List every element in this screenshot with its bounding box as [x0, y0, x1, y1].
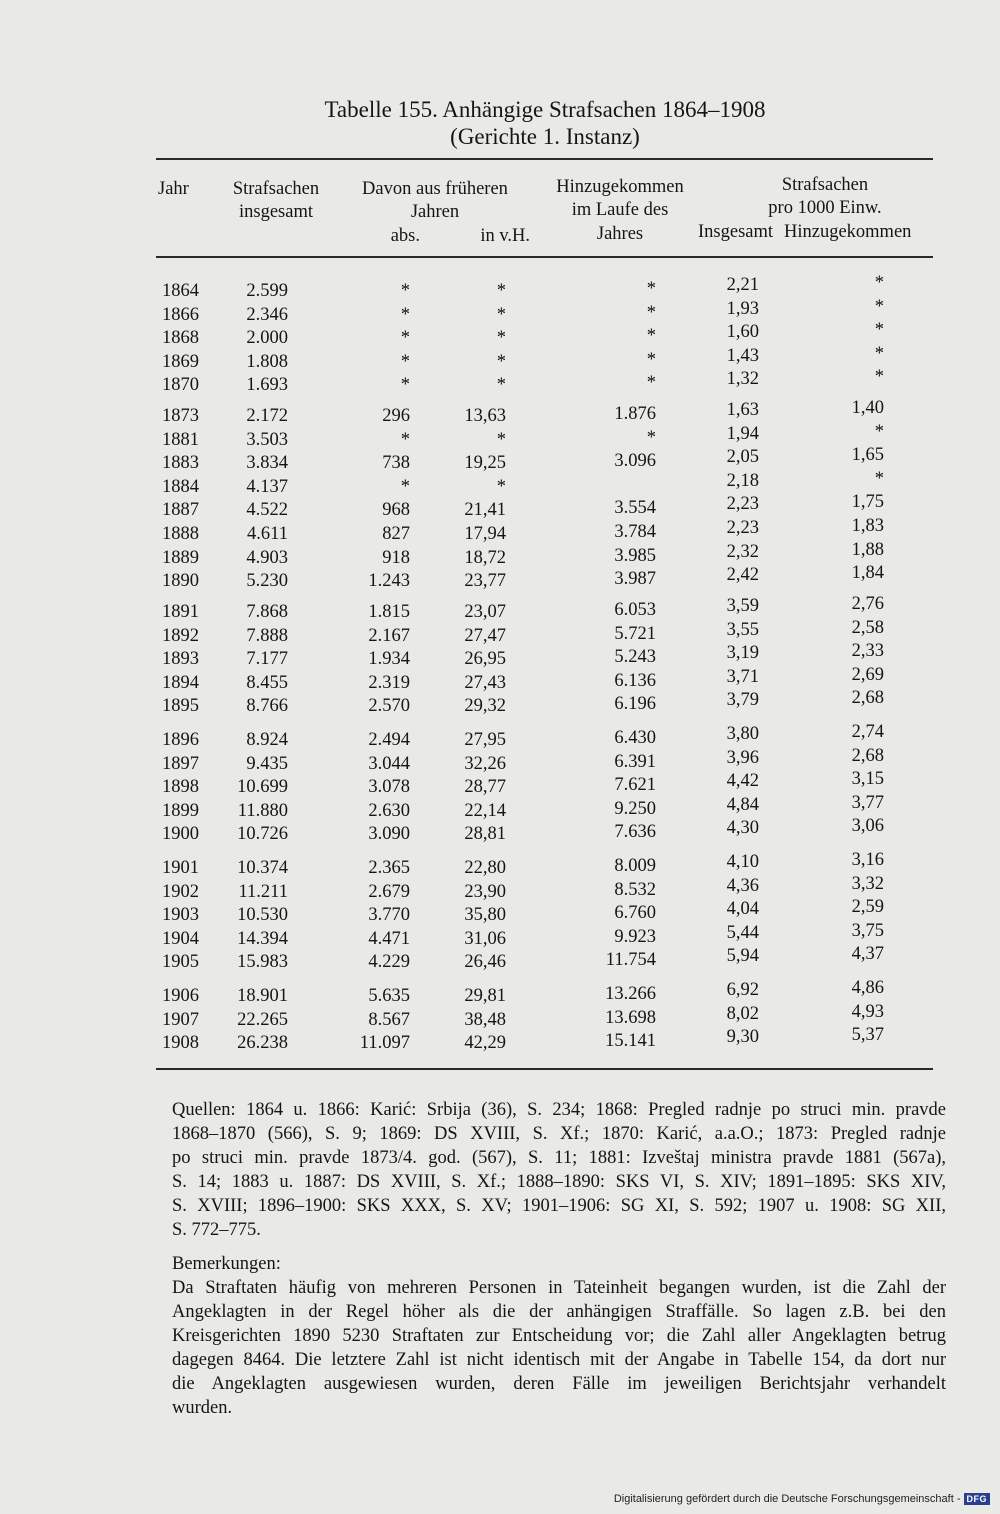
remarks-line: dagegen 8464. Die letztere Zahl ist nicht identisch mit der Angabe in Tabelle 154, da dort nur [172, 1350, 946, 1370]
cell-in-vh: 19,25 [464, 453, 506, 474]
cell-jahr: 1897 [162, 753, 199, 774]
header-pro-line1: Strafsachen [781, 175, 869, 195]
cell-strafsachen: 10.726 [237, 824, 288, 845]
cell-strafsachen: 10.699 [237, 777, 288, 798]
cell-in-vh: 35,80 [464, 905, 506, 926]
cell-hinzugekommen: 3.784 [614, 522, 656, 542]
cell-abs: * [400, 375, 410, 396]
cell-hinzugekommen: 5.243 [614, 647, 656, 668]
cell-strafsachen: 22.265 [237, 1009, 288, 1030]
cell-pro-hinzugekommen: * [874, 367, 884, 388]
cell-pro-insgesamt: 1,94 [726, 423, 759, 444]
cell-jahr: 1907 [162, 1009, 199, 1030]
cell-in-vh: * [496, 328, 506, 349]
cell-jahr: 1904 [162, 928, 199, 949]
cell-hinzugekommen: 9.250 [614, 798, 656, 819]
cell-hinzugekommen: 6.391 [614, 751, 656, 772]
cell-abs: 4.229 [368, 952, 410, 973]
cell-in-vh: * [496, 476, 506, 497]
cell-pro-hinzugekommen: * [874, 296, 884, 317]
cell-strafsachen: 8.455 [246, 672, 288, 693]
header-jahr: Jahr [158, 179, 189, 199]
cell-in-vh: 21,41 [464, 500, 506, 521]
cell-in-vh: 38,48 [464, 1009, 506, 1030]
cell-hinzugekommen: 15.141 [605, 1031, 656, 1052]
cell-pro-insgesamt: 1,63 [726, 400, 759, 420]
cell-hinzugekommen: 13.266 [605, 984, 656, 1004]
header-davon-line2: Jahren [410, 202, 460, 222]
cell-pro-hinzugekommen: 3,75 [851, 920, 884, 941]
cell-hinzugekommen: * [646, 279, 656, 299]
cell-strafsachen: 7.177 [246, 649, 288, 670]
cell-in-vh: 22,14 [464, 800, 506, 821]
cell-abs: * [400, 328, 410, 349]
cell-in-vh: 29,81 [464, 986, 506, 1006]
cell-abs: 296 [382, 406, 410, 426]
cell-jahr: 1883 [162, 453, 199, 474]
cell-pro-hinzugekommen: 3,06 [851, 816, 884, 837]
header-hinzu-line2: im Laufe des [571, 200, 669, 220]
cell-pro-insgesamt: 2,32 [726, 541, 759, 562]
cell-strafsachen: 5.230 [246, 571, 288, 592]
cell-pro-insgesamt: 2,18 [726, 470, 759, 491]
cell-jahr: 1899 [162, 800, 199, 821]
cell-strafsachen: 8.766 [246, 696, 288, 717]
cell-in-vh: 22,80 [464, 858, 506, 878]
cell-strafsachen: 26.238 [237, 1033, 288, 1054]
cell-pro-hinzugekommen: 4,86 [851, 978, 884, 998]
cell-pro-hinzugekommen: 3,16 [851, 850, 884, 870]
cell-strafsachen: 2.000 [246, 328, 288, 349]
cell-pro-hinzugekommen: * [874, 273, 884, 293]
cell-strafsachen: 4.903 [246, 547, 288, 568]
cell-hinzugekommen: 9.923 [614, 926, 656, 947]
cell-pro-insgesamt: 3,96 [726, 747, 759, 768]
remarks-heading: Bemerkungen: [172, 1254, 281, 1274]
cell-pro-insgesamt: 3,19 [726, 643, 759, 664]
cell-pro-hinzugekommen: 2,33 [851, 641, 884, 662]
cell-strafsachen: 9.435 [246, 753, 288, 774]
cell-pro-hinzugekommen: * [874, 468, 884, 489]
cell-jahr: 1892 [162, 625, 199, 646]
cell-pro-hinzugekommen: 2,68 [851, 745, 884, 766]
cell-strafsachen: 4.137 [246, 476, 288, 497]
cell-jahr: 1868 [162, 328, 199, 349]
header-hinzugekommen: Hinzugekommen [784, 222, 912, 242]
cell-pro-insgesamt: 4,36 [726, 875, 759, 896]
remarks-line: Angeklagten in der Regel höher als die der anhängigen Straffälle. So lagen z.B. bei den [172, 1302, 946, 1322]
cell-abs: 2.167 [368, 625, 410, 646]
cell-pro-hinzugekommen: 1,88 [851, 539, 884, 560]
cell-strafsachen: 15.983 [237, 952, 288, 973]
cell-abs: 827 [382, 524, 410, 544]
cell-pro-hinzugekommen: 2,76 [851, 594, 884, 614]
cell-pro-insgesamt: 5,44 [726, 922, 759, 943]
cell-hinzugekommen: * [646, 427, 656, 448]
cell-hinzugekommen: 3.987 [614, 569, 656, 590]
footer-text: Digitalisierung gefördert durch die Deutsche Forschungsgemeinschaft - [613, 1493, 961, 1505]
cell-in-vh: 23,90 [464, 881, 506, 902]
cell-pro-insgesamt: 1,93 [726, 298, 759, 319]
cell-in-vh: 13,63 [464, 406, 506, 426]
cell-pro-hinzugekommen: * [874, 343, 884, 364]
cell-in-vh: 32,26 [464, 753, 506, 774]
cell-abs: * [400, 281, 410, 301]
cell-abs: 738 [382, 453, 410, 474]
cell-pro-hinzugekommen: 2,58 [851, 617, 884, 638]
cell-pro-hinzugekommen: 2,69 [851, 664, 884, 685]
digitization-footer [614, 1493, 990, 1505]
cell-jahr: 1894 [162, 672, 199, 693]
header-insgesamt: Insgesamt [698, 222, 774, 242]
cell-pro-hinzugekommen: 2,59 [851, 897, 884, 918]
cell-pro-insgesamt: 5,94 [726, 946, 759, 967]
cell-pro-hinzugekommen: * [874, 421, 884, 442]
header-pro-line2: pro 1000 Einw. [768, 198, 882, 218]
cell-abs: 2.365 [368, 858, 410, 878]
cell-strafsachen: 11.880 [237, 800, 288, 821]
cell-pro-insgesamt: 2,05 [726, 447, 759, 468]
cell-pro-insgesamt: 2,23 [726, 518, 759, 538]
cell-abs: 968 [382, 500, 410, 521]
header-strafsachen-line1: Strafsachen [232, 179, 320, 199]
cell-pro-insgesamt: 2,21 [726, 275, 759, 295]
cell-in-vh: 28,81 [464, 824, 506, 845]
dfg-logo: DFG [964, 1493, 991, 1505]
cell-jahr: 1881 [162, 429, 199, 450]
remarks-line: Da Straftaten häufig von mehreren Personen in Tateinheit begangen wurden, ist die Zahl der [172, 1278, 946, 1298]
cell-jahr: 1891 [162, 602, 199, 622]
cell-in-vh: * [496, 429, 506, 450]
cell-abs: 2.494 [368, 730, 410, 750]
cell-abs: 3.090 [368, 824, 410, 845]
cell-pro-insgesamt: 4,10 [726, 852, 759, 872]
cell-pro-hinzugekommen: 1,65 [851, 445, 884, 466]
cell-jahr: 1901 [162, 858, 199, 878]
cell-hinzugekommen: * [646, 302, 656, 323]
cell-strafsachen: 2.599 [246, 281, 288, 301]
cell-strafsachen: 1.693 [246, 375, 288, 396]
top-rule [156, 158, 933, 160]
cell-abs: 8.567 [368, 1009, 410, 1030]
cell-abs: 5.635 [368, 986, 410, 1006]
cell-hinzugekommen: 11.754 [605, 950, 656, 971]
cell-hinzugekommen: 5.721 [614, 623, 656, 644]
cell-hinzugekommen: 3.554 [614, 498, 656, 519]
cell-in-vh: 26,46 [464, 952, 506, 973]
sources-line: S. 14; 1883 u. 1887: DS XVIII, S. Xf.; 1888–1890: SKS VI, S. XIV; 1891–1895: SKS XIV, [172, 1172, 946, 1192]
cell-jahr: 1870 [162, 375, 199, 396]
cell-hinzugekommen: * [646, 326, 656, 347]
cell-abs: 1.815 [368, 602, 410, 622]
cell-strafsachen: 2.346 [246, 304, 288, 325]
cell-strafsachen: 7.888 [246, 625, 288, 646]
cell-abs: 918 [382, 547, 410, 568]
cell-hinzugekommen: 13.698 [605, 1007, 656, 1028]
cell-abs: 2.319 [368, 672, 410, 693]
cell-pro-hinzugekommen: 5,37 [851, 1025, 884, 1046]
cell-in-vh: * [496, 304, 506, 325]
cell-abs: * [400, 476, 410, 497]
cell-strafsachen: 11.211 [238, 881, 288, 902]
cell-abs: 1.243 [368, 571, 410, 592]
header-hinzu-line3: Jahres [596, 224, 644, 244]
cell-in-vh: 18,72 [464, 547, 506, 568]
cell-in-vh: 29,32 [464, 696, 506, 717]
cell-jahr: 1888 [162, 524, 199, 544]
cell-hinzugekommen: 7.621 [614, 775, 656, 796]
cell-jahr: 1887 [162, 500, 199, 521]
cell-abs: 2.570 [368, 696, 410, 717]
cell-pro-insgesamt: 1,32 [726, 369, 759, 390]
header-hinzu-line1: Hinzugekommen [556, 177, 684, 197]
cell-strafsachen: 4.611 [247, 524, 288, 544]
cell-in-vh: 27,43 [464, 672, 506, 693]
cell-jahr: 1902 [162, 881, 199, 902]
cell-pro-hinzugekommen: 3,15 [851, 769, 884, 790]
cell-jahr: 1908 [162, 1033, 199, 1054]
cell-strafsachen: 1.808 [246, 351, 288, 372]
cell-abs: 11.097 [359, 1033, 410, 1054]
cell-jahr: 1864 [162, 281, 199, 301]
header-strafsachen-line2: insgesamt [239, 202, 313, 222]
cell-in-vh: 42,29 [464, 1033, 506, 1054]
cell-pro-hinzugekommen: 1,84 [851, 563, 884, 584]
cell-pro-insgesamt: 3,71 [726, 666, 759, 687]
cell-in-vh: 28,77 [464, 777, 506, 798]
cell-jahr: 1884 [162, 476, 199, 497]
cell-abs: * [400, 429, 410, 450]
cell-jahr: 1866 [162, 304, 199, 325]
cell-pro-insgesamt: 9,30 [726, 1027, 759, 1048]
sources-line: S. 772–775. [172, 1220, 261, 1240]
sources-line: S. XVIII; 1896–1900: SKS XXX, S. XV; 1901–1906: SG XI, S. 592; 1907 u. 1908: SG XII, [172, 1196, 946, 1216]
cell-pro-insgesamt: 4,04 [726, 899, 759, 920]
cell-pro-insgesamt: 3,59 [726, 596, 759, 616]
cell-pro-hinzugekommen: 1,75 [851, 492, 884, 513]
cell-jahr: 1898 [162, 777, 199, 798]
cell-hinzugekommen: 8.009 [614, 856, 656, 876]
header-invh: in v.H. [480, 226, 530, 246]
bottom-rule [156, 1068, 933, 1070]
cell-strafsachen: 18.901 [237, 986, 288, 1006]
cell-jahr: 1869 [162, 351, 199, 372]
cell-pro-insgesamt: 8,02 [726, 1003, 759, 1024]
cell-pro-insgesamt: 4,84 [726, 794, 759, 815]
cell-strafsachen: 2.172 [246, 406, 288, 426]
cell-in-vh: 26,95 [464, 649, 506, 670]
cell-abs: 2.679 [368, 881, 410, 902]
cell-in-vh: * [496, 281, 506, 301]
cell-hinzugekommen: 7.636 [614, 822, 656, 843]
cell-pro-insgesamt: 4,42 [726, 771, 759, 792]
cell-jahr: 1873 [162, 406, 199, 426]
remarks-note [172, 1252, 946, 1420]
sources-note [172, 1098, 946, 1242]
cell-abs: 1.934 [368, 649, 410, 670]
cell-abs: 4.471 [368, 928, 410, 949]
header-rule [156, 256, 933, 258]
cell-hinzugekommen: * [646, 373, 656, 394]
cell-hinzugekommen: 3.985 [614, 545, 656, 566]
cell-pro-insgesamt: 1,43 [726, 345, 759, 366]
cell-pro-insgesamt: 6,92 [726, 980, 759, 1000]
cell-abs: 3.770 [368, 905, 410, 926]
cell-jahr: 1895 [162, 696, 199, 717]
cell-strafsachen: 8.924 [246, 730, 288, 750]
cell-jahr: 1896 [162, 730, 199, 750]
cell-hinzugekommen: 6.430 [614, 728, 656, 748]
cell-strafsachen: 7.868 [246, 602, 288, 622]
remarks-line: wurden. [172, 1398, 233, 1418]
cell-hinzugekommen: 6.136 [614, 670, 656, 691]
header-davon-line1: Davon aus früheren [362, 179, 508, 199]
remarks-line: Kreisgerichten 1890 5230 Straftaten zur Entscheidung vor; die Zahl aller Angeklagten betrug [172, 1326, 946, 1346]
header-abs: abs. [390, 226, 420, 246]
sources-line: po struci min. pravde 1873/4. god. (567), S. 11; 1881: Izveštaj ministra pravde 1881 (567a), [172, 1148, 946, 1168]
cell-pro-hinzugekommen: 1,40 [851, 398, 884, 418]
cell-jahr: 1890 [162, 571, 199, 592]
cell-abs: 3.078 [368, 777, 410, 798]
remarks-line: die Angeklagten ausgewiesen wurden, deren Fälle im jeweiligen Berichtsjahr verhandelt [172, 1374, 946, 1394]
cell-pro-insgesamt: 3,79 [726, 690, 759, 711]
cell-abs: 3.044 [368, 753, 410, 774]
cell-pro-insgesamt: 2,42 [726, 565, 759, 586]
cell-hinzugekommen: 8.532 [614, 879, 656, 900]
cell-in-vh: * [496, 351, 506, 372]
cell-in-vh: 27,95 [464, 730, 506, 750]
cell-strafsachen: 4.522 [246, 500, 288, 521]
cell-in-vh: 23,77 [464, 571, 506, 592]
cell-abs: 2.630 [368, 800, 410, 821]
cell-in-vh: 17,94 [464, 524, 506, 544]
cell-strafsachen: 14.394 [237, 928, 288, 949]
cell-strafsachen: 3.503 [246, 429, 288, 450]
cell-in-vh: * [496, 375, 506, 396]
cell-jahr: 1905 [162, 952, 199, 973]
cell-pro-hinzugekommen: 4,37 [851, 944, 884, 965]
cell-pro-insgesamt: 2,23 [726, 494, 759, 515]
cell-hinzugekommen: 6.053 [614, 600, 656, 620]
cell-jahr: 1903 [162, 905, 199, 926]
sources-line: 1868–1870 (566), S. 9; 1869: DS XVIII, S. Xf.; 1870: Karić, a.a.O.; 1873: Pregled radnje [172, 1124, 946, 1144]
cell-pro-insgesamt: 4,30 [726, 818, 759, 839]
cell-jahr: 1900 [162, 824, 199, 845]
cell-jahr: 1889 [162, 547, 199, 568]
cell-pro-hinzugekommen: 4,93 [851, 1001, 884, 1022]
cell-in-vh: 31,06 [464, 928, 506, 949]
cell-pro-hinzugekommen: * [874, 320, 884, 341]
cell-in-vh: 27,47 [464, 625, 506, 646]
cell-jahr: 1893 [162, 649, 199, 670]
cell-strafsachen: 10.374 [237, 858, 288, 878]
cell-abs: * [400, 351, 410, 372]
sources-line: Quellen: 1864 u. 1866: Karić: Srbija (36), S. 234; 1868: Pregled radnje po struci min. pravde [172, 1100, 946, 1120]
cell-pro-hinzugekommen: 3,32 [851, 873, 884, 894]
cell-abs: * [400, 304, 410, 325]
table-title: Tabelle 155. Anhängige Strafsachen 1864–1908 [324, 97, 766, 122]
cell-pro-insgesamt: 1,60 [726, 322, 759, 343]
cell-pro-hinzugekommen: 3,77 [851, 792, 884, 813]
cell-pro-hinzugekommen: 1,83 [851, 516, 884, 536]
cell-jahr: 1906 [162, 986, 199, 1006]
cell-pro-hinzugekommen: 2,74 [851, 722, 884, 742]
cell-hinzugekommen: 6.760 [614, 903, 656, 924]
cell-hinzugekommen: 1.876 [614, 404, 656, 424]
cell-strafsachen: 10.530 [237, 905, 288, 926]
cell-in-vh: 23,07 [464, 602, 506, 622]
cell-hinzugekommen: 3.096 [614, 451, 656, 472]
cell-pro-insgesamt: 3,55 [726, 619, 759, 640]
cell-hinzugekommen: 6.196 [614, 694, 656, 715]
cell-strafsachen: 3.834 [246, 453, 288, 474]
cell-pro-insgesamt: 3,80 [726, 724, 759, 744]
table-subtitle: (Gerichte 1. Instanz) [450, 124, 640, 149]
cell-hinzugekommen: * [646, 349, 656, 370]
cell-pro-hinzugekommen: 2,68 [851, 688, 884, 709]
